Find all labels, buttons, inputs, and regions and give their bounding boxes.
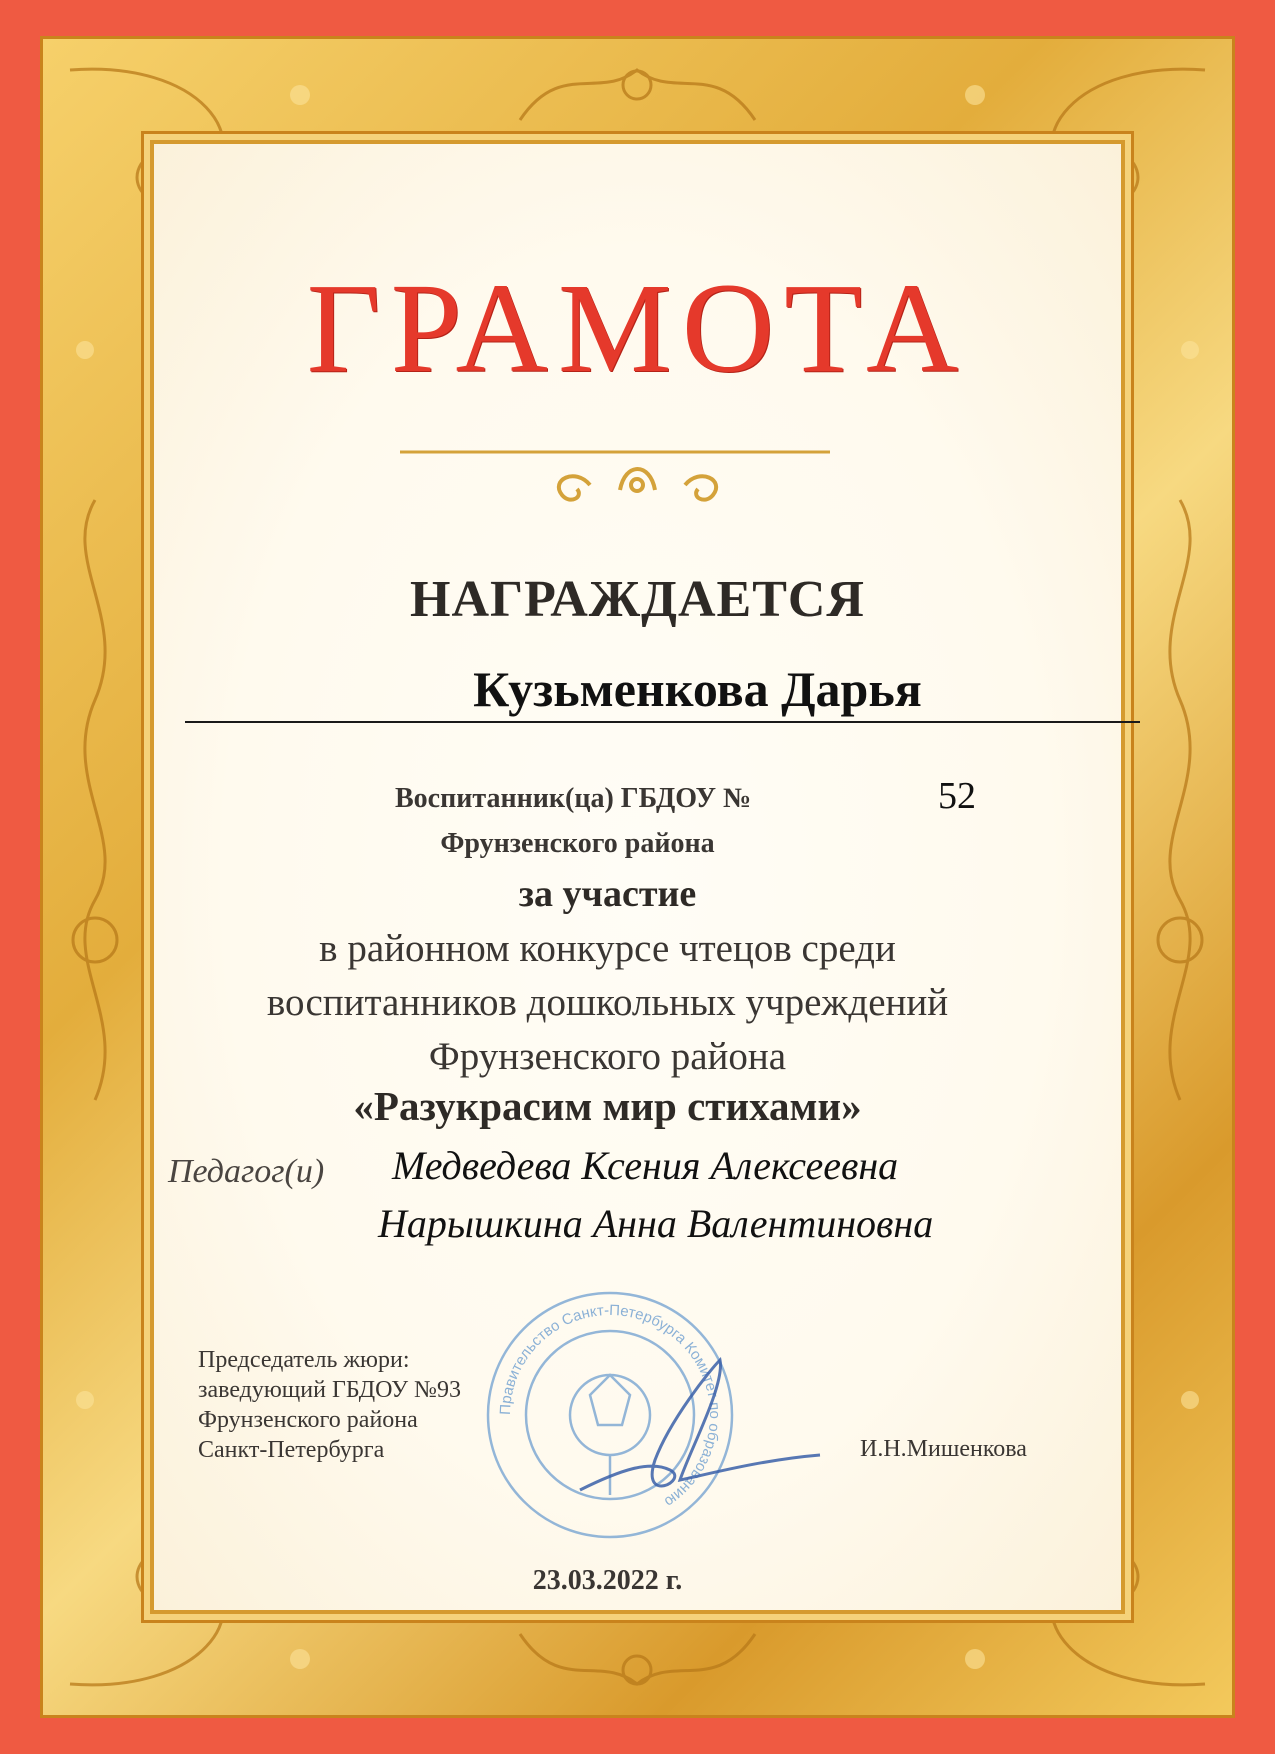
pupil-label: Воспитанник(ца) ГБДОУ № xyxy=(395,783,752,814)
divider-scroll-icon xyxy=(0,440,1275,510)
teacher-name: Медведева Ксения Алексеевна xyxy=(392,1143,899,1188)
description-line: Фрунзенского района xyxy=(428,1035,787,1078)
recipient-underline xyxy=(185,721,1140,723)
jury-line: Фрунзенского района xyxy=(198,1407,418,1433)
seal-ring-text: Правительство Санкт-Петербурга Комитет по образованию xyxy=(496,1301,724,1511)
teacher-label: Педагог(и) xyxy=(168,1153,325,1190)
issue-date: 23.03.2022 г. xyxy=(532,1565,683,1596)
jury-chair-block xyxy=(198,1345,461,1465)
awarded-heading: НАГРАЖДАЕТСЯ xyxy=(410,571,865,628)
page-title: ГРАМОТА xyxy=(306,257,969,399)
description-line: воспитанников дошкольных учреждений xyxy=(266,981,949,1024)
jury-line: Председатель жюри: xyxy=(198,1347,410,1373)
district-line: Фрунзенского района xyxy=(440,828,715,859)
teacher-name: Нарышкина Анна Валентиновна xyxy=(378,1201,934,1246)
school-number: 52 xyxy=(938,775,976,817)
jury-signer-name: И.Н.Мишенкова xyxy=(860,1436,1027,1462)
recipient-name: Кузьменкова Дарья xyxy=(473,661,922,717)
handwritten-signature-icon xyxy=(560,1340,830,1520)
jury-line: заведующий ГБДОУ №93 xyxy=(198,1377,461,1403)
description-line: в районном конкурсе чтецов среди xyxy=(319,927,896,970)
for-participation-label: за участие xyxy=(518,873,697,915)
jury-line: Санкт-Петербурга xyxy=(198,1437,385,1463)
contest-name: «Разукрасим мир стихами» xyxy=(353,1083,862,1129)
